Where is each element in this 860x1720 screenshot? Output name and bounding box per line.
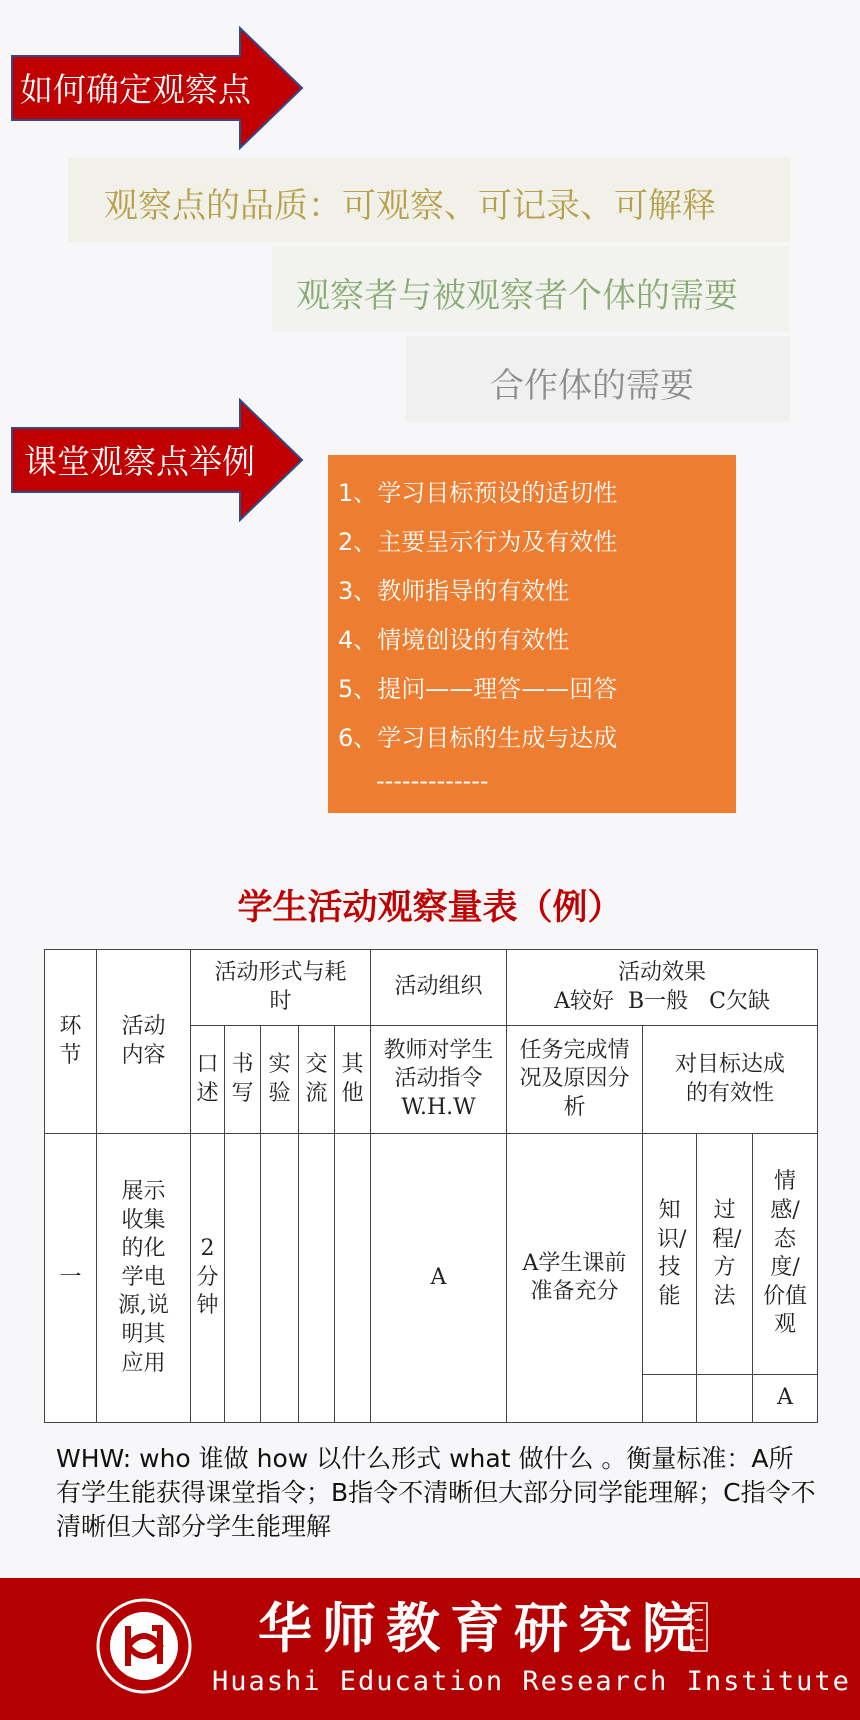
header-effect-title: 活动效果 [618,959,707,985]
example-item: 6、学习目标的生成与达成 [338,724,618,752]
example-item: 1、学习目标预设的适切性 [338,479,618,507]
institute-name-en: Huashi Education Research Institute [212,1666,851,1697]
sub-goal-effect: 对目标达成的有效性 [643,1026,818,1134]
institute-logo [94,1596,194,1696]
row-exchange [299,1134,335,1423]
example-item: 5、提问——理答——回答 [338,675,618,703]
sub-form-other: 其他 [335,1026,371,1134]
quality-text-3: 合作体的需要 [490,366,694,406]
header-stage: 环节 [45,950,97,1134]
goal-emotion-value: A [753,1374,818,1422]
row-other [335,1134,371,1423]
institute-name-cn: 华师教育研究院 [258,1596,706,1660]
row-task: A学生课前准备充分 [507,1134,643,1423]
example-item: ------------- [376,767,489,795]
header-form: 活动形式与耗时 [191,950,371,1026]
goal-emotion-attitude-value: 情感/态度/价值观 [753,1134,818,1375]
row-oral-time: 2分钟 [191,1134,225,1423]
example-item: 2、主要呈示行为及有效性 [338,528,618,556]
row-stage: 一 [45,1134,97,1423]
example-item: 3、教师指导的有效性 [338,577,570,605]
sub-task-completion: 任务完成情况及原因分析 [507,1026,643,1134]
header-effect-scale: A较好 B一般 C欠缺 [554,988,770,1014]
sub-form-oral: 口述 [191,1026,225,1134]
footer-banner [0,1578,860,1720]
row-org: A [371,1134,507,1423]
example-item: 4、情境创设的有效性 [338,626,570,654]
table-title: 学生活动观察量表（例） [237,888,623,928]
header-content: 活动内容 [97,950,191,1134]
sub-form-exchange: 交流 [299,1026,335,1134]
goal-knowledge-skill: 知识/技能 [643,1134,697,1375]
goal-process-value [697,1374,753,1422]
goal-knowledge-value [643,1374,697,1422]
row-content: 展示收集的化学电源,说明其应用 [97,1134,191,1423]
seal-icon [690,1602,708,1652]
quality-text-2: 观察者与被观察者个体的需要 [296,276,738,316]
sub-form-writing: 书写 [225,1026,261,1134]
section-title-2: 课堂观察点举例 [24,442,255,481]
whw-note: WHW: who 谁做 how 以什么形式 what 做什么 。衡量标准：A所有学生能获得课堂指令；B指令不清晰但大部分同学能理解；C指令不清晰但大部分学生能理解 [56,1444,816,1541]
seal-stamp [690,1602,708,1655]
sub-form-experiment: 实验 [261,1026,299,1134]
header-org: 活动组织 [371,950,507,1026]
row-writing [225,1134,261,1423]
goal-process-method: 过程/方法 [697,1134,753,1375]
sub-org-instruction: 教师对学生活动指令 W.H.W [371,1026,507,1134]
example-list-box [328,455,736,813]
section-title-1: 如何确定观察点 [20,70,251,109]
observation-table [44,949,818,1423]
header-effect [507,950,818,1026]
quality-text-1: 观察点的品质：可观察、可记录、可解释 [104,186,716,226]
row-experiment [261,1134,299,1423]
